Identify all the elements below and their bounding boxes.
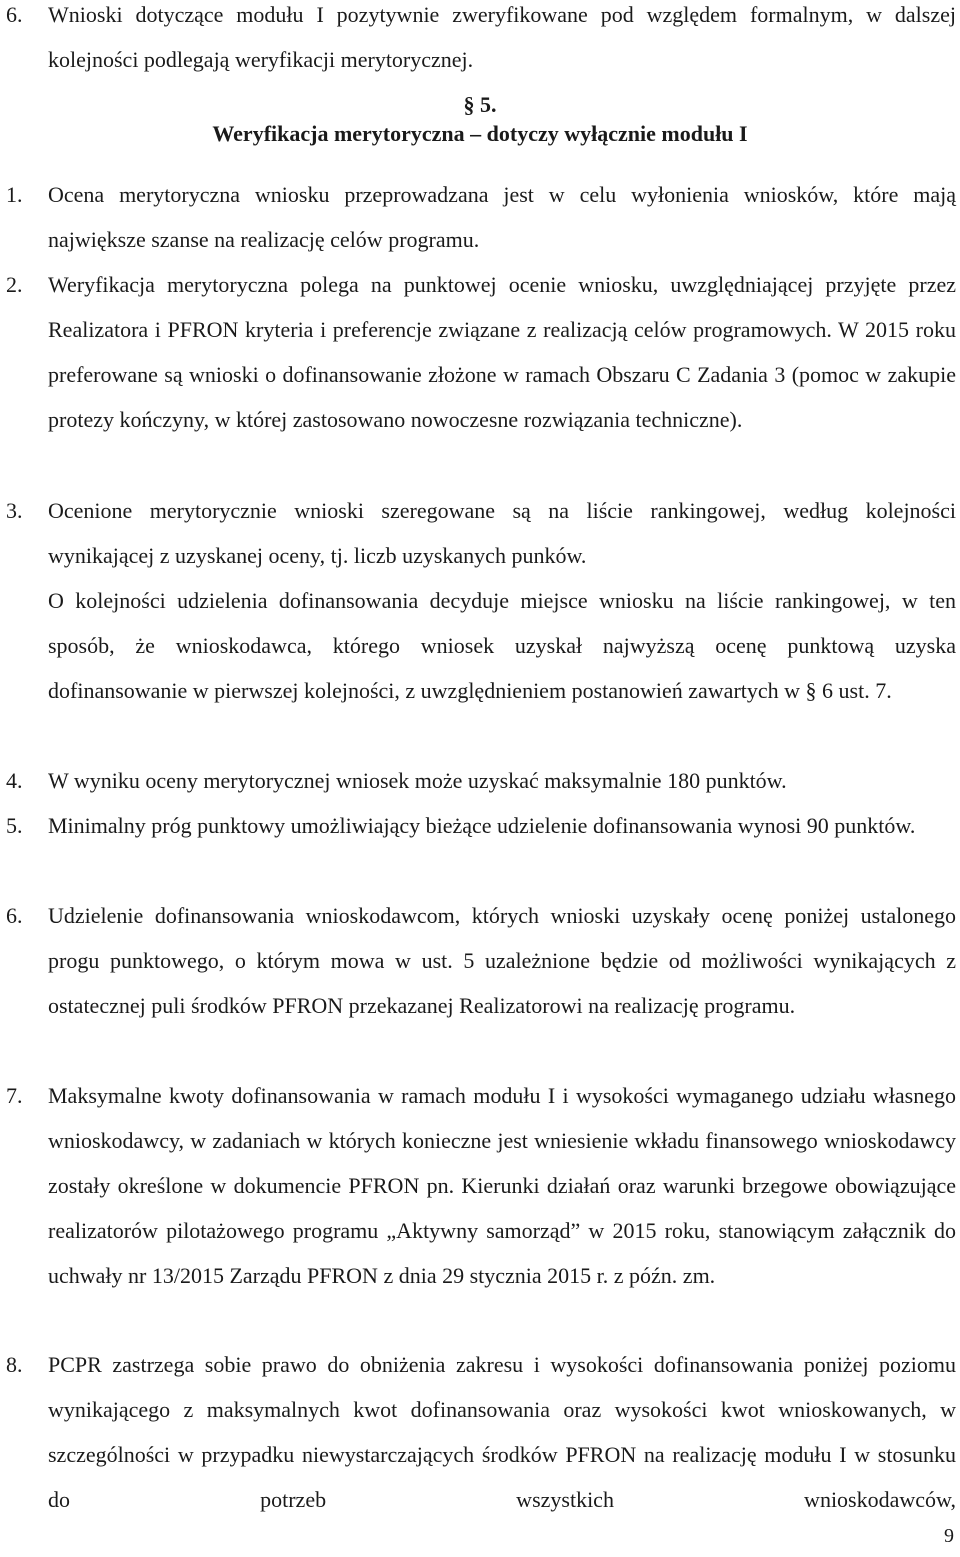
section-title: Weryfikacja merytoryczna – dotyczy wyłącznie modułu I [212,121,748,146]
list-item-number: 1. [6,182,23,207]
section-number: § 5. [463,92,497,117]
list-item-3-continuation: O kolejności udzielenia dofinansowania decyduje miejsce wniosku na liście rankingowej, w ten sposób, że wnioskodawca, którego wniosek uzyskał najwyższą ocenę punktową uzyska dofinansowanie w pierwszej kolejności, z uwzględnieniem postanowień zawartych w § 6 ust. 7. [48,588,956,703]
list-item-number: 8. [6,1352,23,1377]
list-item-number: 7. [6,1083,23,1108]
list-item-text: Udzielenie dofinansowania wnioskodawcom, których wnioski uzyskały ocenę poniżej ustalonego progu punktowego, o którym mowa w ust. 5 uzależnione będzie od możliwości wynikających z ostatecznej puli środków PFRON przekazanej Realizatorowi na realizację programu. [48,903,956,1018]
list-item-number: 2. [6,272,23,297]
list-item-number: 4. [6,768,23,793]
page-number: 9 [944,1525,954,1547]
list-item-text: Ocena merytoryczna wniosku przeprowadzana jest w celu wyłonienia wniosków, które mają największe szanse na realizację celów programu. [48,182,956,252]
list-item-number: 6. [6,2,23,27]
list-item-text: Weryfikacja merytoryczna polega na punktowej ocenie wniosku, uwzględniającej przyjęte przez Realizatora i PFRON kryteria i preferencje związane z realizacją celów programowych. W 2015 roku preferowane są wnioski o dofinansowanie złożone w ramach Obszaru C Zadania 3 (pomoc w zakupie protezy kończyny, w której zastosowano nowoczesne rozwiązania techniczne). [48,272,956,432]
list-item-number: 6. [6,903,23,928]
list-item-number: 5. [6,813,23,838]
list-item-text: Ocenione merytorycznie wnioski szeregowane są na liście rankingowej, według kolejności wynikającej z uzyskanej oceny, tj. liczb uzyskanych punków. [48,498,956,568]
list-item-text: Maksymalne kwoty dofinansowania w ramach modułu I i wysokości wymaganego udziału własnego wnioskodawcy, w zadaniach w których konieczne jest wniesienie wkładu finansowego wnioskodawcy zostały określone w dokumencie PFRON pn. Kierunki działań oraz warunki brzegowe obowiązujące realizatorów pilotażowego programu „Aktywny samorząd” w 2015 roku, stanowiącym załącznik do uchwały nr 13/2015 Zarządu PFRON z dnia 29 stycznia 2015 r. z późn. zm. [48,1083,956,1288]
list-item-text: PCPR zastrzega sobie prawo do obniżenia zakresu i wysokości dofinansowania poniżej poziomu wynikającego z maksymalnych kwot dofinansowania oraz wysokości kwot wnioskowanych, w szczególności w przypadku niewystarczających środków PFRON na realizację modułu I w stosunku do potrzeb wszystkich wnioskodawców, [48,1352,956,1512]
list-item-text: W wyniku oceny merytorycznej wniosek może uzyskać maksymalnie 180 punktów. [48,768,787,793]
list-item-text: Minimalny próg punktowy umożliwiający bieżące udzielenie dofinansowania wynosi 90 punktów. [48,813,916,838]
list-item-number: 3. [6,498,23,523]
list-item-text: Wnioski dotyczące modułu I pozytywnie zweryfikowane pod względem formalnym, w dalszej kolejności podlegają weryfikacji merytorycznej. [48,2,956,72]
